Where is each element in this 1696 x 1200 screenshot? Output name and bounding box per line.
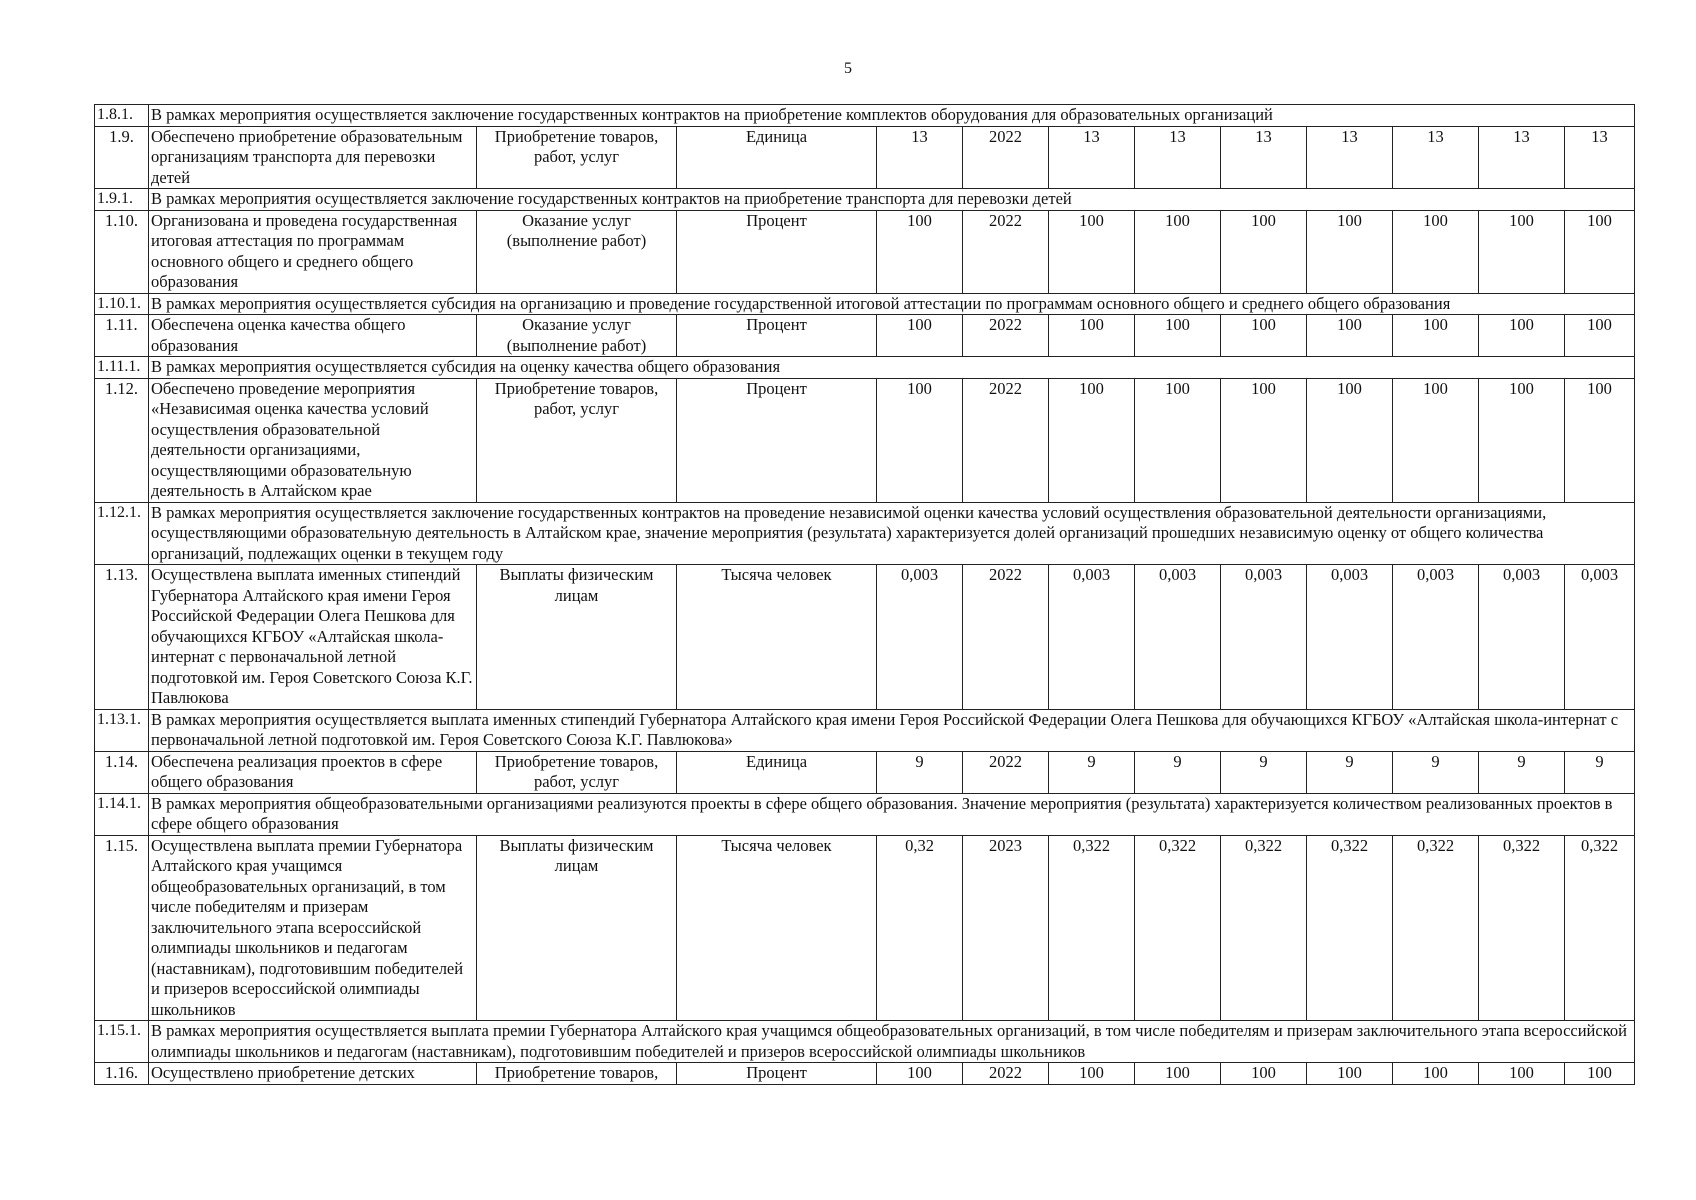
row-description: В рамках мероприятия осуществляется заключение государственных контрактов на приобретение комплектов оборудования для образовательных организаций [149, 105, 1635, 127]
year-value: 0,322 [1049, 835, 1135, 1021]
row-number: 1.13. [95, 565, 149, 710]
result-name: Обеспечена реализация проектов в сфере общего образования [149, 751, 477, 793]
table-row [95, 315, 1635, 357]
year-value: 100 [1393, 1063, 1479, 1085]
table-row [95, 126, 1635, 189]
year-value: 100 [1565, 378, 1635, 502]
year-value: 13 [1393, 126, 1479, 189]
year-value: 100 [1307, 1063, 1393, 1085]
year-value: 100 [1479, 315, 1565, 357]
year-value: 100 [1307, 210, 1393, 293]
base-year: 2023 [963, 835, 1049, 1021]
row-number: 1.9. [95, 126, 149, 189]
year-value: 9 [1307, 751, 1393, 793]
year-value: 0,322 [1479, 835, 1565, 1021]
result-name: Обеспечена оценка качества общего образования [149, 315, 477, 357]
base-year: 2022 [963, 1063, 1049, 1085]
year-value: 0,003 [1221, 565, 1307, 710]
result-type: Выплаты физическим лицам [477, 565, 677, 710]
year-value: 13 [1307, 126, 1393, 189]
year-value: 0,003 [1307, 565, 1393, 710]
year-value: 9 [1221, 751, 1307, 793]
table-row-description [95, 105, 1635, 127]
base-value: 13 [877, 126, 963, 189]
unit-of-measure: Тысяча человек [677, 565, 877, 710]
result-type: Оказание услуг (выполнение работ) [477, 210, 677, 293]
row-number: 1.8.1. [95, 105, 149, 127]
year-value: 0,322 [1565, 835, 1635, 1021]
result-type: Приобретение товаров, работ, услуг [477, 751, 677, 793]
table-row-description [95, 1021, 1635, 1063]
year-value: 100 [1135, 378, 1221, 502]
year-value: 100 [1221, 1063, 1307, 1085]
row-number: 1.15.1. [95, 1021, 149, 1063]
table-row-description [95, 502, 1635, 565]
year-value: 0,322 [1135, 835, 1221, 1021]
base-year: 2022 [963, 315, 1049, 357]
result-name: Организована и проведена государственная итоговая аттестация по программам основного общего и среднего общего образования [149, 210, 477, 293]
year-value: 13 [1049, 126, 1135, 189]
year-value: 100 [1135, 315, 1221, 357]
unit-of-measure: Процент [677, 1063, 877, 1085]
year-value: 13 [1565, 126, 1635, 189]
base-year: 2022 [963, 210, 1049, 293]
table-row [95, 565, 1635, 710]
year-value: 100 [1565, 315, 1635, 357]
unit-of-measure: Процент [677, 210, 877, 293]
base-year: 2022 [963, 126, 1049, 189]
unit-of-measure: Единица [677, 126, 877, 189]
year-value: 0,322 [1307, 835, 1393, 1021]
row-number: 1.11. [95, 315, 149, 357]
year-value: 100 [1393, 210, 1479, 293]
base-value: 100 [877, 210, 963, 293]
year-value: 13 [1135, 126, 1221, 189]
year-value: 13 [1479, 126, 1565, 189]
year-value: 100 [1221, 210, 1307, 293]
year-value: 100 [1479, 210, 1565, 293]
year-value: 100 [1393, 315, 1479, 357]
row-number: 1.16. [95, 1063, 149, 1085]
base-value: 0,32 [877, 835, 963, 1021]
year-value: 100 [1135, 210, 1221, 293]
row-number: 1.14.1. [95, 793, 149, 835]
year-value: 0,003 [1565, 565, 1635, 710]
year-value: 100 [1307, 378, 1393, 502]
row-number: 1.14. [95, 751, 149, 793]
base-value: 100 [877, 378, 963, 502]
year-value: 9 [1049, 751, 1135, 793]
row-description: В рамках мероприятия осуществляется заключение государственных контрактов на приобретение транспорта для перевозки детей [149, 189, 1635, 211]
result-type: Приобретение товаров, [477, 1063, 677, 1085]
row-number: 1.11.1. [95, 357, 149, 379]
unit-of-measure: Единица [677, 751, 877, 793]
year-value: 0,322 [1393, 835, 1479, 1021]
row-number: 1.12. [95, 378, 149, 502]
base-year: 2022 [963, 378, 1049, 502]
row-description: В рамках мероприятия осуществляется выплата премии Губернатора Алтайского края учащимся общеобразовательных организаций, в том числе победителям и призерам заключительного этапа всероссийской олимпиады школьников и педагогам (наставникам), подготовившим победителей и призеров всероссийской олимпиады школьников [149, 1021, 1635, 1063]
result-type: Выплаты физическим лицам [477, 835, 677, 1021]
table-row-description [95, 357, 1635, 379]
result-type: Оказание услуг (выполнение работ) [477, 315, 677, 357]
year-value: 100 [1135, 1063, 1221, 1085]
row-number: 1.15. [95, 835, 149, 1021]
base-value: 100 [877, 1063, 963, 1085]
year-value: 0,003 [1049, 565, 1135, 710]
year-value: 0,003 [1479, 565, 1565, 710]
table-row-description [95, 293, 1635, 315]
year-value: 100 [1479, 378, 1565, 502]
year-value: 0,003 [1393, 565, 1479, 710]
result-type: Приобретение товаров, работ, услуг [477, 378, 677, 502]
table-row-description [95, 793, 1635, 835]
year-value: 100 [1049, 210, 1135, 293]
result-name: Осуществлено приобретение детских [149, 1063, 477, 1085]
year-value: 0,003 [1135, 565, 1221, 710]
row-description: В рамках мероприятия осуществляется субсидия на оценку качества общего образования [149, 357, 1635, 379]
year-value: 9 [1135, 751, 1221, 793]
row-number: 1.13.1. [95, 709, 149, 751]
result-name: Осуществлена выплата именных стипендий Губернатора Алтайского края имени Героя Российской Федерации Олега Пешкова для обучающихся КГБОУ «Алтайская школа-интернат с первоначальной летной подготовкой им. Героя Советского Союза К.Г. Павлюкова [149, 565, 477, 710]
unit-of-measure: Процент [677, 378, 877, 502]
row-number: 1.10.1. [95, 293, 149, 315]
row-description: В рамках мероприятия осуществляется субсидия на организацию и проведение государственной итоговой аттестации по программам основного общего и среднего общего образования [149, 293, 1635, 315]
program-results-table [94, 104, 1635, 1085]
year-value: 9 [1479, 751, 1565, 793]
base-value: 0,003 [877, 565, 963, 710]
year-value: 100 [1221, 315, 1307, 357]
base-value: 100 [877, 315, 963, 357]
result-name: Обеспечено приобретение образовательным организациям транспорта для перевозки детей [149, 126, 477, 189]
result-name: Обеспечено проведение мероприятия «Независимая оценка качества условий осуществления образовательной деятельности организациями, осуществляющими образовательную деятельность в Алтайском крае [149, 378, 477, 502]
table-row [95, 751, 1635, 793]
year-value: 100 [1565, 210, 1635, 293]
table-row [95, 835, 1635, 1021]
page-number: 5 [844, 60, 852, 77]
base-value: 9 [877, 751, 963, 793]
table-row-description [95, 709, 1635, 751]
year-value: 100 [1049, 1063, 1135, 1085]
row-number: 1.10. [95, 210, 149, 293]
year-value: 100 [1565, 1063, 1635, 1085]
result-name: Осуществлена выплата премии Губернатора Алтайского края учащимся общеобразовательных организаций, в том числе победителям и призерам заключительного этапа всероссийской олимпиады школьников и педагогам (наставникам), подготовившим победителей и призеров всероссийской олимпиады школьников [149, 835, 477, 1021]
table-row-description [95, 189, 1635, 211]
base-year: 2022 [963, 751, 1049, 793]
year-value: 100 [1479, 1063, 1565, 1085]
year-value: 9 [1565, 751, 1635, 793]
year-value: 100 [1049, 378, 1135, 502]
unit-of-measure: Процент [677, 315, 877, 357]
table-body [95, 105, 1635, 1085]
year-value: 13 [1221, 126, 1307, 189]
row-description: В рамках мероприятия осуществляется выплата именных стипендий Губернатора Алтайского края имени Героя Российской Федерации Олега Пешкова для обучающихся КГБОУ «Алтайская школа-интернат с первоначальной летной подготовкой им. Героя Советского Союза К.Г. Павлюкова» [149, 709, 1635, 751]
row-number: 1.12.1. [95, 502, 149, 565]
row-description: В рамках мероприятия общеобразовательными организациями реализуются проекты в сфере общего образования. Значение мероприятия (результата) характеризуется количеством реализованных проектов в сфере общего образования [149, 793, 1635, 835]
year-value: 100 [1307, 315, 1393, 357]
row-description: В рамках мероприятия осуществляется заключение государственных контрактов на проведение независимой оценки качества условий осуществления образовательной деятельности организациями, осуществляющими образовательную деятельность в Алтайском крае, значение мероприятия (результата) характеризуется долей организаций прошедших независимую оценку от общего количества организаций, подлежащих оценки в текущем году [149, 502, 1635, 565]
year-value: 100 [1221, 378, 1307, 502]
base-year: 2022 [963, 565, 1049, 710]
year-value: 100 [1393, 378, 1479, 502]
unit-of-measure: Тысяча человек [677, 835, 877, 1021]
result-type: Приобретение товаров, работ, услуг [477, 126, 677, 189]
year-value: 9 [1393, 751, 1479, 793]
year-value: 100 [1049, 315, 1135, 357]
year-value: 0,322 [1221, 835, 1307, 1021]
row-number: 1.9.1. [95, 189, 149, 211]
table-row [95, 210, 1635, 293]
table-row [95, 378, 1635, 502]
table-row [95, 1063, 1635, 1085]
